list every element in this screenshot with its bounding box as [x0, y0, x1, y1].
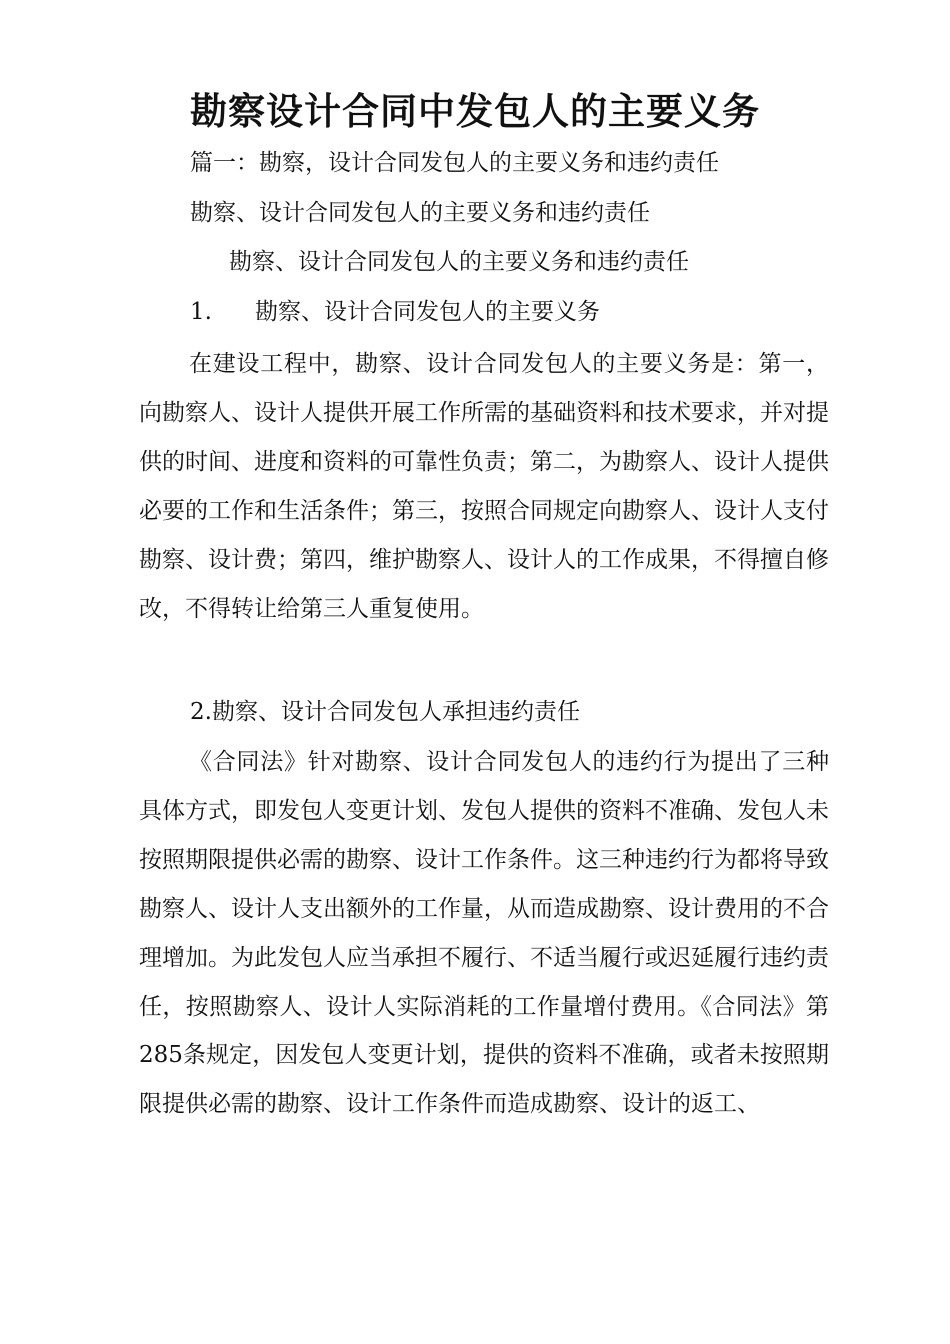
heading-subtitle: 勘察、设计合同发包人的主要义务和违约责任: [190, 200, 650, 226]
heading-part-one: 篇一：勘察，设计合同发包人的主要义务和违约责任: [190, 150, 719, 176]
section-1-number: 1.: [190, 299, 212, 325]
paragraph-obligations: 在建设工程中，勘察、设计合同发包人的主要义务是：第一，向勘察人、设计人提供开展工作所需的基础资料和技术要求，并对提供的时间、进度和资料的可靠性负责；第二，为勘察人、设计人提供必要的工作和生活条件；第三，按照合同规定向勘察人、设计人支付勘察、设计费；第四，维护勘察人、设计人的工作成果，不得擅自修改，不得转让给第三人重复使用。: [139, 351, 829, 622]
section-2-title: 2.勘察、设计合同发包人承担违约责任: [190, 699, 580, 725]
section-1-title: 勘察、设计合同发包人的主要义务: [255, 299, 600, 325]
paragraph-liability: 《合同法》针对勘察、设计合同发包人的违约行为提出了三种具体方式，即发包人变更计划、发包人提供的资料不准确、发包人未按照期限提供必需的勘察、设计工作条件。这三种违约行为都将导致勘察人、设计人支出额外的工作量，从而造成勘察、设计费用的不合理增加。为此发包人应当承担不履行、不适当履行或迟延履行违约责任，按照勘察人、设计人实际消耗的工作量增付费用。《合同法》第285条规定，因发包人变更计划，提供的资料不准确，或者未按照期限提供必需的勘察、设计工作条件而造成勘察、设计的返工、: [139, 749, 829, 1118]
heading-centered: 勘察、设计合同发包人的主要义务和违约责任: [229, 249, 689, 275]
document-title: 勘察设计合同中发包人的主要义务: [190, 90, 760, 133]
